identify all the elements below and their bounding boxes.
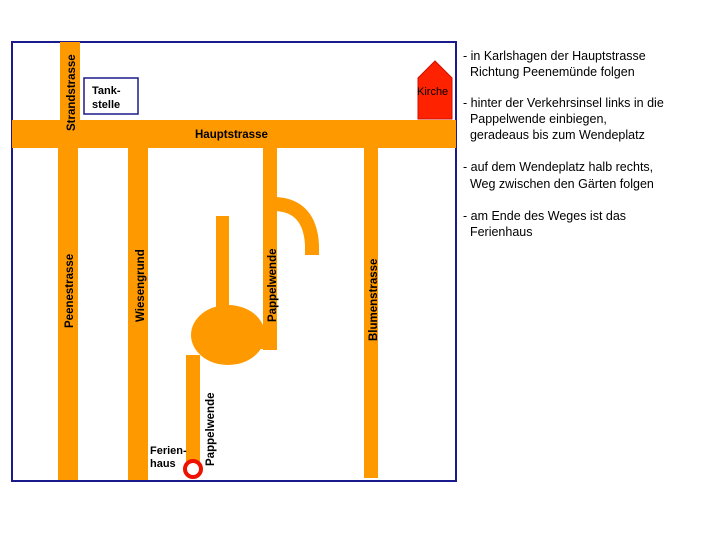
directions-panel [463, 49, 664, 239]
direction-2-line-3: geradeaus bis zum Wendeplatz [463, 128, 645, 142]
peenestrasse-label: Peenestrasse [64, 253, 76, 328]
wendeplatz [191, 305, 265, 365]
ferienhaus-label-1: Ferien- [150, 445, 187, 457]
direction-3-line-1: - auf dem Wendeplatz halb rechts, [463, 160, 654, 174]
direction-4-line-1: - am Ende des Weges ist das [463, 209, 627, 223]
tankstelle-label-2: stelle [92, 99, 121, 111]
direction-4-line-2: Ferienhaus [463, 225, 533, 239]
tankstelle-label-1: Tank- [92, 85, 121, 97]
wendeplatz-connector [258, 337, 268, 349]
pappelwende-north-label: Pappelwende [267, 248, 279, 322]
direction-2-line-1: - hinter der Verkehrsinsel links in die [463, 96, 664, 110]
hauptstrasse-label: Hauptstrasse [195, 129, 268, 141]
pappelwende-south-road [186, 355, 200, 467]
wiesengrund-label: Wiesengrund [135, 249, 147, 322]
pappelwende-stub-road [216, 216, 229, 316]
direction-3-line-2: Weg zwischen den Gärten folgen [463, 177, 654, 191]
direction-2-line-2: Pappelwende einbiegen, [463, 112, 607, 126]
kirche-label: Kirche [417, 86, 449, 98]
pappelwende-south-label: Pappelwende [205, 392, 217, 466]
direction-1-line-2: Richtung Peenemünde folgen [463, 65, 635, 79]
blumenstrasse-label: Blumenstrasse [368, 258, 380, 341]
ferienhaus-marker-icon [185, 461, 201, 477]
direction-1-line-1: - in Karlshagen der Hauptstrasse [463, 49, 646, 63]
ferienhaus-label-2: haus [150, 458, 176, 470]
strandstrasse-label: Strandstrasse [66, 54, 78, 131]
